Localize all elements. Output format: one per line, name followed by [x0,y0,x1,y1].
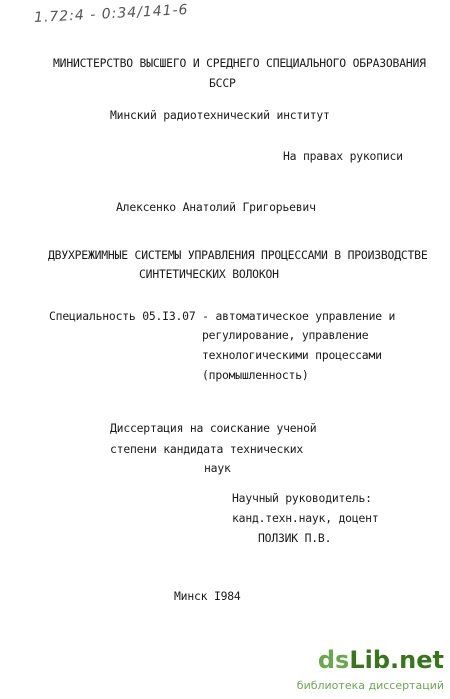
dslib-watermark [294,646,444,694]
specialty-line-2: регулирование, управление [202,328,369,342]
watermark-subtitle: библиотека диссертаций [296,679,444,692]
supervisor-label: Научный руководитель: [232,491,372,505]
watermark-logo: dsLib.net [317,646,444,674]
ministry-line: МИНИСТЕРСТВО ВЫСШЕГО И СРЕДНЕГО СПЕЦИАЛЬНОГО ОБРАЗОВАНИЯ [53,56,426,70]
manuscript-rights-note: На правах рукописи [283,149,403,163]
dissertation-line-2: степени кандидата технических [110,442,304,456]
dissertation-line-3: наук [204,461,231,475]
specialty-line-3: технологическими процессами [202,348,382,362]
thesis-title-line-1: ДВУХРЕЖИМНЫЕ СИСТЕМЫ УПРАВЛЕНИЯ ПРОЦЕССАМИ В ПРОИЗВОДСТВЕ [48,248,428,262]
specialty-line-4: (промышленность) [202,368,309,382]
thesis-title-line-2: СИНТЕТИЧЕСКИХ ВОЛОКОН [139,267,279,281]
supervisor-name: ПОЛЗИК П.В. [258,531,332,545]
ministry-line-2: БССР [209,76,236,90]
author-name: Алексенко Анатолий Григорьевич [116,200,316,214]
supervisor-degree: канд.техн.наук, доцент [232,511,379,525]
handwritten-archive-number: 1.72:4 - 0:34/141-6 [33,1,189,27]
dissertation-line-1: Диссертация на соискание ученой [110,421,317,435]
city-year: Минск I984 [174,589,241,603]
specialty-line-1: Специальность 05.I3.07 - автоматическое управление и [49,309,396,323]
institute-name: Минский радиотехнический институт [110,108,330,122]
